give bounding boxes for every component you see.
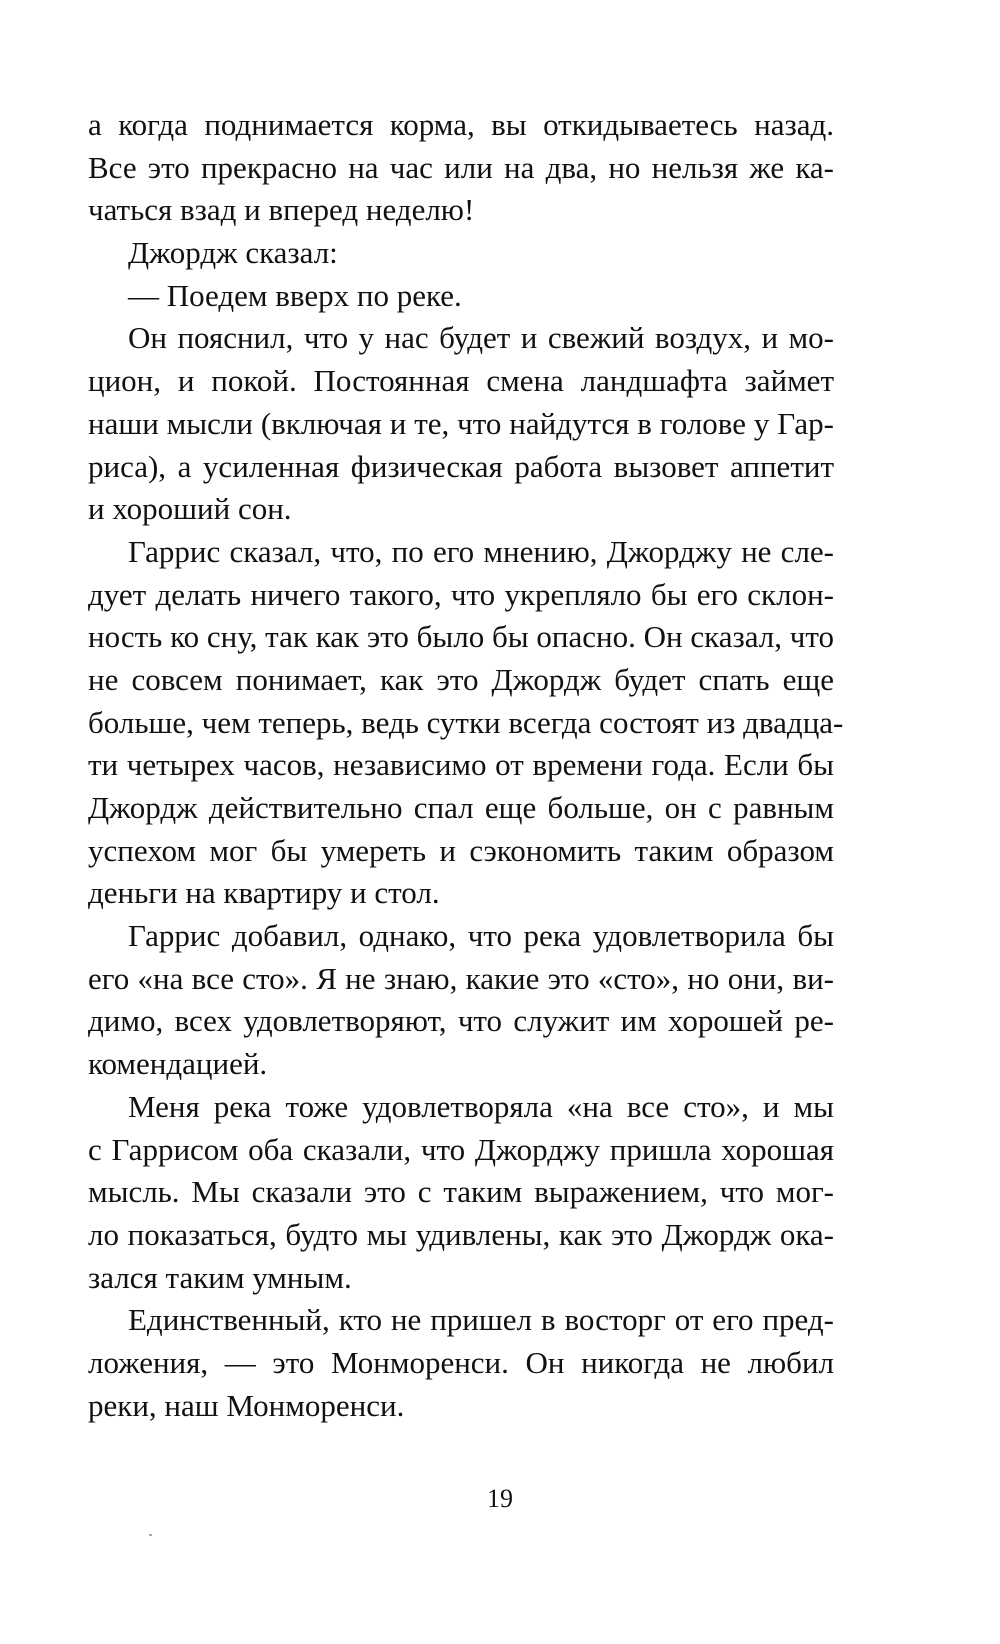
text-line: Гаррис добавил, однако, что река удовлетворила бы <box>128 918 834 954</box>
text-line: дует делать ничего такого, что укрепляло бы его склон- <box>88 576 834 612</box>
text-line: реки, наш Монморенси. <box>88 1387 405 1423</box>
text-line: комендацией. <box>88 1046 268 1082</box>
page-number: 19 <box>487 1484 513 1513</box>
text-line: ти четырех часов, независимо от времени года. Если бы <box>88 747 834 783</box>
text-line: с Гаррисом оба сказали, что Джорджу пришла хорошая <box>88 1131 834 1167</box>
text-line: не совсем понимает, как это Джордж будет спать еще <box>88 661 834 697</box>
text-line: а когда поднимается корма, вы откидываетесь назад. <box>88 107 834 142</box>
text-line: Единственный, кто не пришел в восторг от его пред- <box>128 1302 834 1338</box>
scan-speck <box>149 1534 152 1536</box>
text-line: риса), а усиленная физическая работа вызовет аппетит <box>88 448 834 484</box>
text-line: чаться взад и вперед неделю! <box>88 192 475 228</box>
text-line: Все это прекрасно на час или на два, но нельзя же ка- <box>88 149 834 185</box>
text-line: ло показаться, будто мы удивлены, как это Джордж ока- <box>88 1216 834 1252</box>
text-line: мысль. Мы сказали это с таким выражением, что мог- <box>88 1174 834 1210</box>
text-line: цион, и покой. Постоянная смена ландшафта займет <box>88 363 834 399</box>
text-line: успехом мог бы умереть и сэкономить таким образом <box>88 832 834 868</box>
text-line: зался таким умным. <box>88 1259 352 1295</box>
book-page-text <box>88 104 844 1427</box>
text-line: Джордж сказал: <box>128 235 338 271</box>
text-line: его «на все сто». Я не знаю, какие это «сто», но они, ви- <box>88 960 834 996</box>
text-line: димо, всех удовлетворяют, что служит им хорошей ре- <box>88 1003 834 1039</box>
text-line: Джордж действительно спал еще больше, он с равным <box>88 790 834 825</box>
text-line: Он пояснил, что у нас будет и свежий воздух, и мо- <box>128 320 834 356</box>
text-line: и хороший сон. <box>88 491 292 527</box>
text-line: ложения, — это Монморенси. Он никогда не любил <box>88 1344 834 1380</box>
text-line: больше, чем теперь, ведь сутки всегда состоят из двадца- <box>88 704 844 740</box>
text-line: наши мысли (включая и те, что найдутся в голове у Гар- <box>88 405 834 441</box>
text-line: ность ко сну, так как это было бы опасно. Он сказал, что <box>88 619 834 655</box>
text-line: — Поедем вверх по реке. <box>128 277 462 313</box>
text-line: Гаррис сказал, что, по его мнению, Джорджу не сле- <box>128 533 834 569</box>
text-line: деньги на квартиру и стол. <box>88 875 440 911</box>
text-line: Меня река тоже удовлетворяла «на все сто», и мы <box>128 1088 834 1124</box>
